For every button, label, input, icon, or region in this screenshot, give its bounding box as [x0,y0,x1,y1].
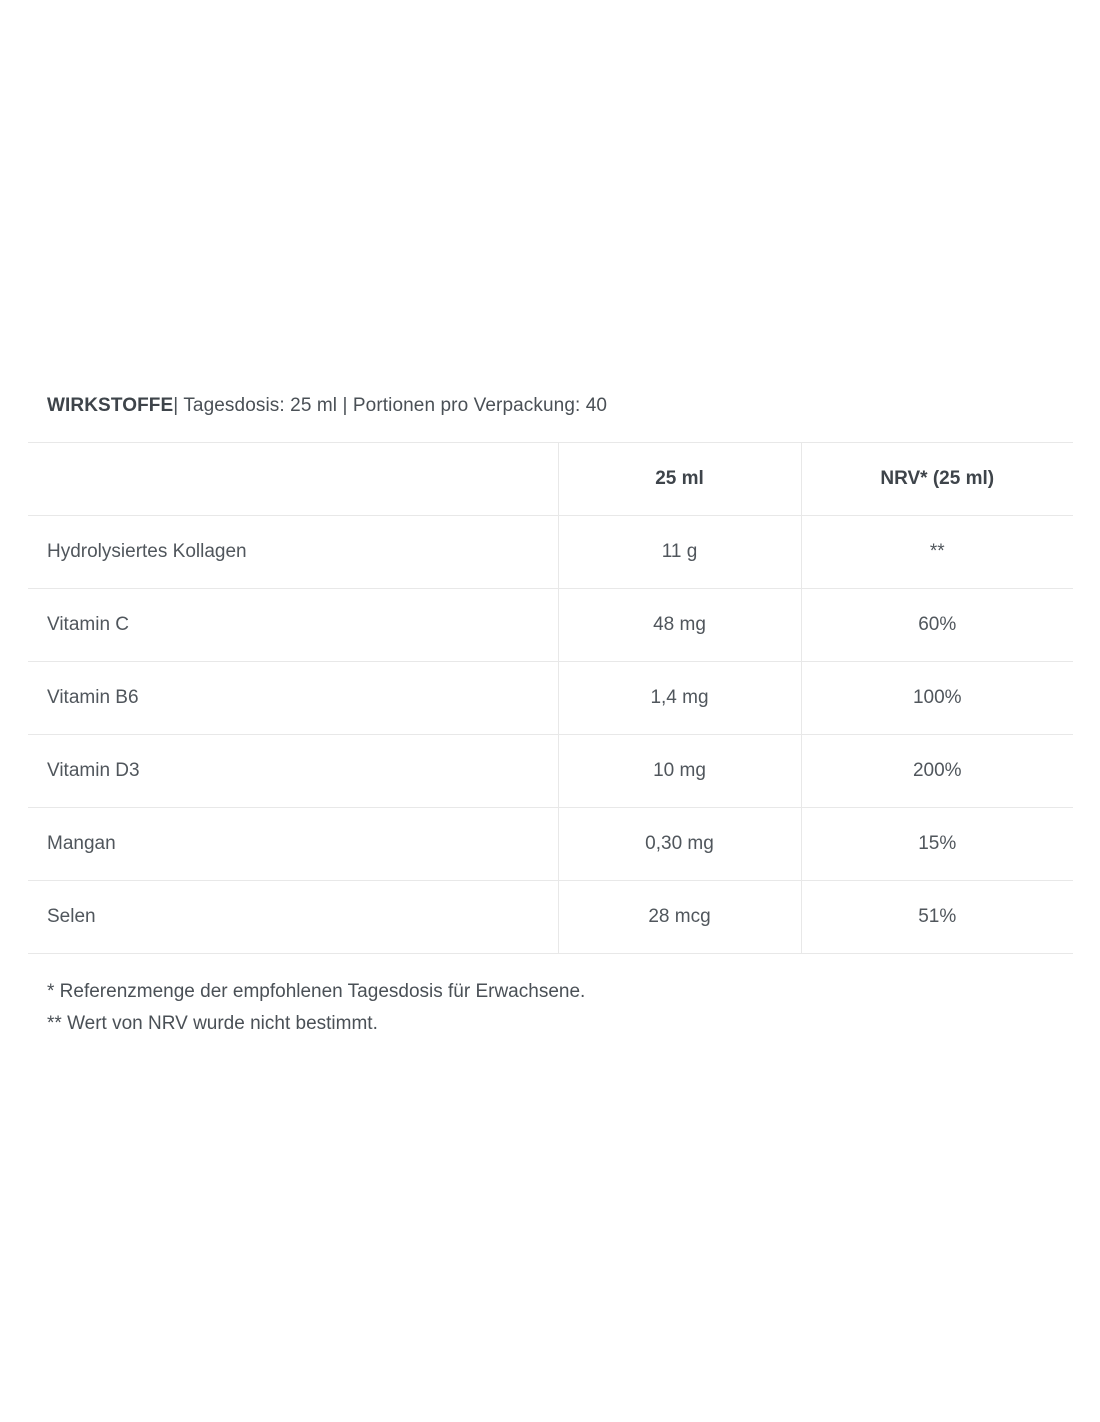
nutrient-name: Hydrolysiertes Kollagen [28,516,558,589]
nutrient-table [28,442,1073,954]
nutrient-name: Vitamin C [28,589,558,662]
nutrient-nrv: 200% [801,735,1073,808]
table-header-row [28,443,1073,516]
nutrient-amount: 48 mg [558,589,801,662]
table-row [28,808,1073,881]
header-nrv: NRV* (25 ml) [801,443,1073,516]
nutrient-amount: 11 g [558,516,801,589]
nutrient-name: Vitamin D3 [28,735,558,808]
heading-title: WIRKSTOFFE [47,395,174,416]
heading-details: | Tagesdosis: 25 ml | Portionen pro Verpackung: 40 [173,395,608,416]
nutrient-amount: 10 mg [558,735,801,808]
table-row [28,735,1073,808]
table-row [28,662,1073,735]
nutrient-amount: 1,4 mg [558,662,801,735]
footnotes [47,976,1073,1040]
footnote-nrv-reference: * Referenzmenge der empfohlenen Tagesdosis für Erwachsene. [47,981,586,1002]
nutrient-name: Vitamin B6 [28,662,558,735]
header-amount: 25 ml [558,443,801,516]
nutrition-panel [28,380,1073,1040]
table-heading [47,380,1073,432]
nutrient-amount: 28 mcg [558,881,801,954]
footnote-nrv-undetermined: ** Wert von NRV wurde nicht bestimmt. [47,1013,378,1034]
nutrient-nrv: ** [801,516,1073,589]
header-name [28,443,558,516]
table-row [28,589,1073,662]
nutrient-name: Selen [28,881,558,954]
nutrient-nrv: 51% [801,881,1073,954]
table-row [28,881,1073,954]
nutrient-nrv: 100% [801,662,1073,735]
nutrient-amount: 0,30 mg [558,808,801,881]
nutrient-name: Mangan [28,808,558,881]
nutrient-nrv: 15% [801,808,1073,881]
nutrient-nrv: 60% [801,589,1073,662]
table-row [28,516,1073,589]
